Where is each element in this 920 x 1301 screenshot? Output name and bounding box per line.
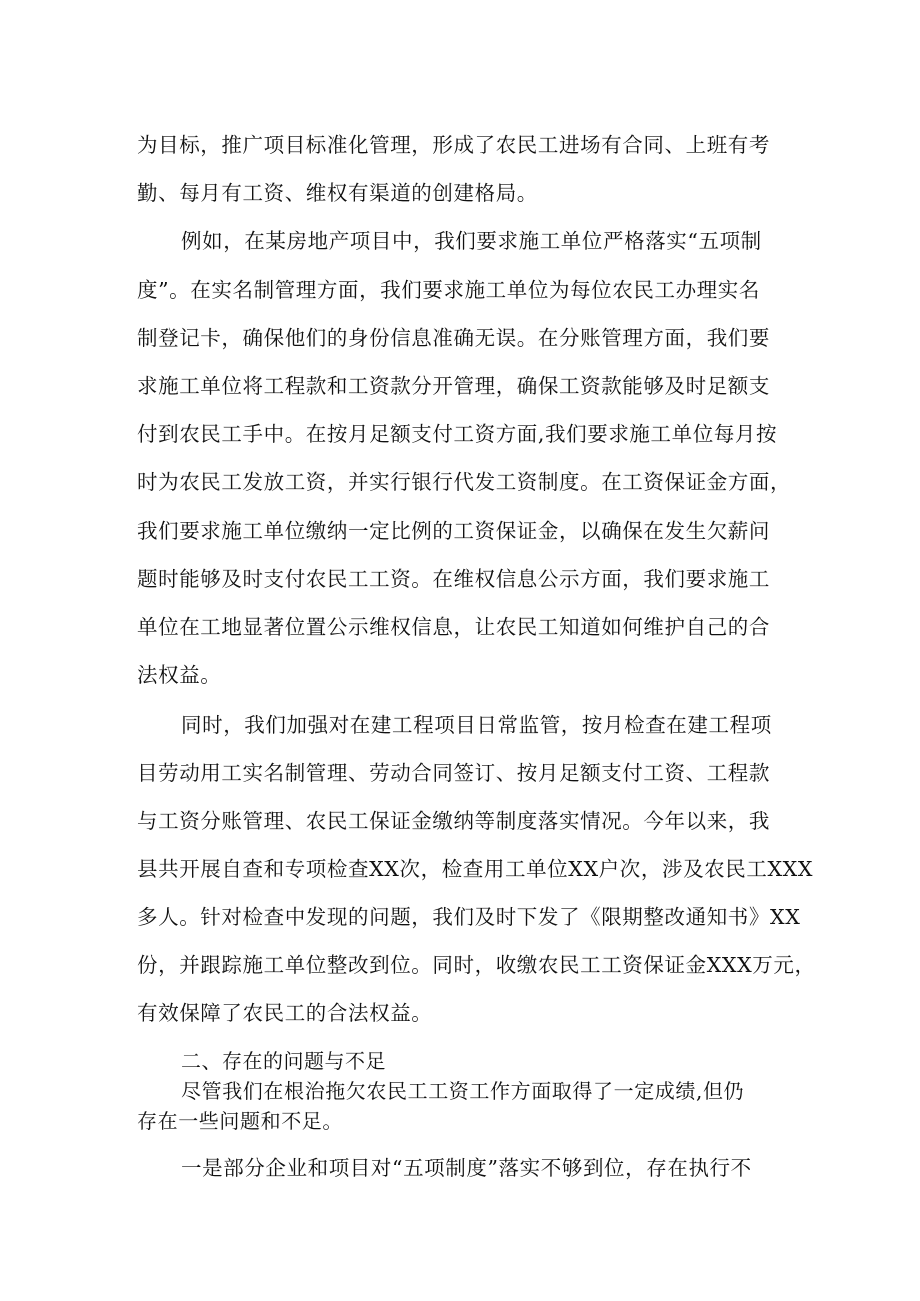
text-line: 勤、每月有工资、维权有渠道的创建格局。 (137, 181, 538, 205)
text-line: 题时能够及时支付农民工工资。在维权信息公示方面，我们要求施工 (137, 567, 770, 591)
text-line: 同时，我们加强对在建工程项目日常监管，按月检查在建工程项 (181, 713, 772, 737)
text-line: 时为农民工发放工资，并实行银行代发工资制度。在工资保证金方面， (137, 470, 792, 494)
text-line: 单位在工地显著位置公示维权信息，让农民工知道如何维护自己的合 (137, 615, 770, 639)
text-line: 付到农民工手中。在按月足额支付工资方面,我们要求施工单位每月按 (137, 422, 778, 446)
text-line: 求施工单位将工程款和工资款分开管理，确保工资款能够及时足额支 (137, 374, 770, 398)
text-line: 多人。针对检查中发现的问题，我们及时下发了《限期整改通知书》XX (137, 905, 801, 929)
text-line: 法权益。 (137, 663, 222, 687)
text-line: 度”。在实名制管理方面，我们要求施工单位为每位农民工办理实名 (137, 278, 760, 302)
text-line: 县共开展自查和专项检查XX次，检查用工单位XX户次，涉及农民工XXX (137, 857, 814, 881)
text-line: 目劳动用工实名制管理、劳动合同签订、按月足额支付工资、工程款 (137, 761, 770, 785)
section-heading: 二、存在的问题与不足 (181, 1049, 386, 1073)
text-line: 制登记卡，确保他们的身份信息准确无误。在分账管理方面，我们要 (137, 326, 770, 350)
text-line: 为目标，推广项目标准化管理，形成了农民工进场有合同、上班有考 (137, 133, 770, 157)
text-line: 存在一些问题和不足。 (137, 1109, 343, 1133)
text-line: 例如，在某房地产项目中，我们要求施工单位严格落实“五项制 (181, 229, 762, 253)
text-line: 我们要求施工单位缴纳一定比例的工资保证金，以确保在发生欠薪问 (137, 519, 770, 543)
text-line: 尽管我们在根治拖欠农民工工资工作方面取得了一定成绩,但仍 (181, 1079, 745, 1103)
text-line: 与工资分账管理、农民工保证金缴纳等制度落实情况。今年以来，我 (137, 809, 770, 833)
text-line: 一是部分企业和项目对“五项制度”落实不够到位，存在执行不 (181, 1156, 752, 1180)
text-line: 份，并跟踪施工单位整改到位。同时，收缴农民工工资保证金XXX万元， (137, 953, 816, 977)
text-line: 有效保障了农民工的合法权益。 (137, 1001, 433, 1025)
